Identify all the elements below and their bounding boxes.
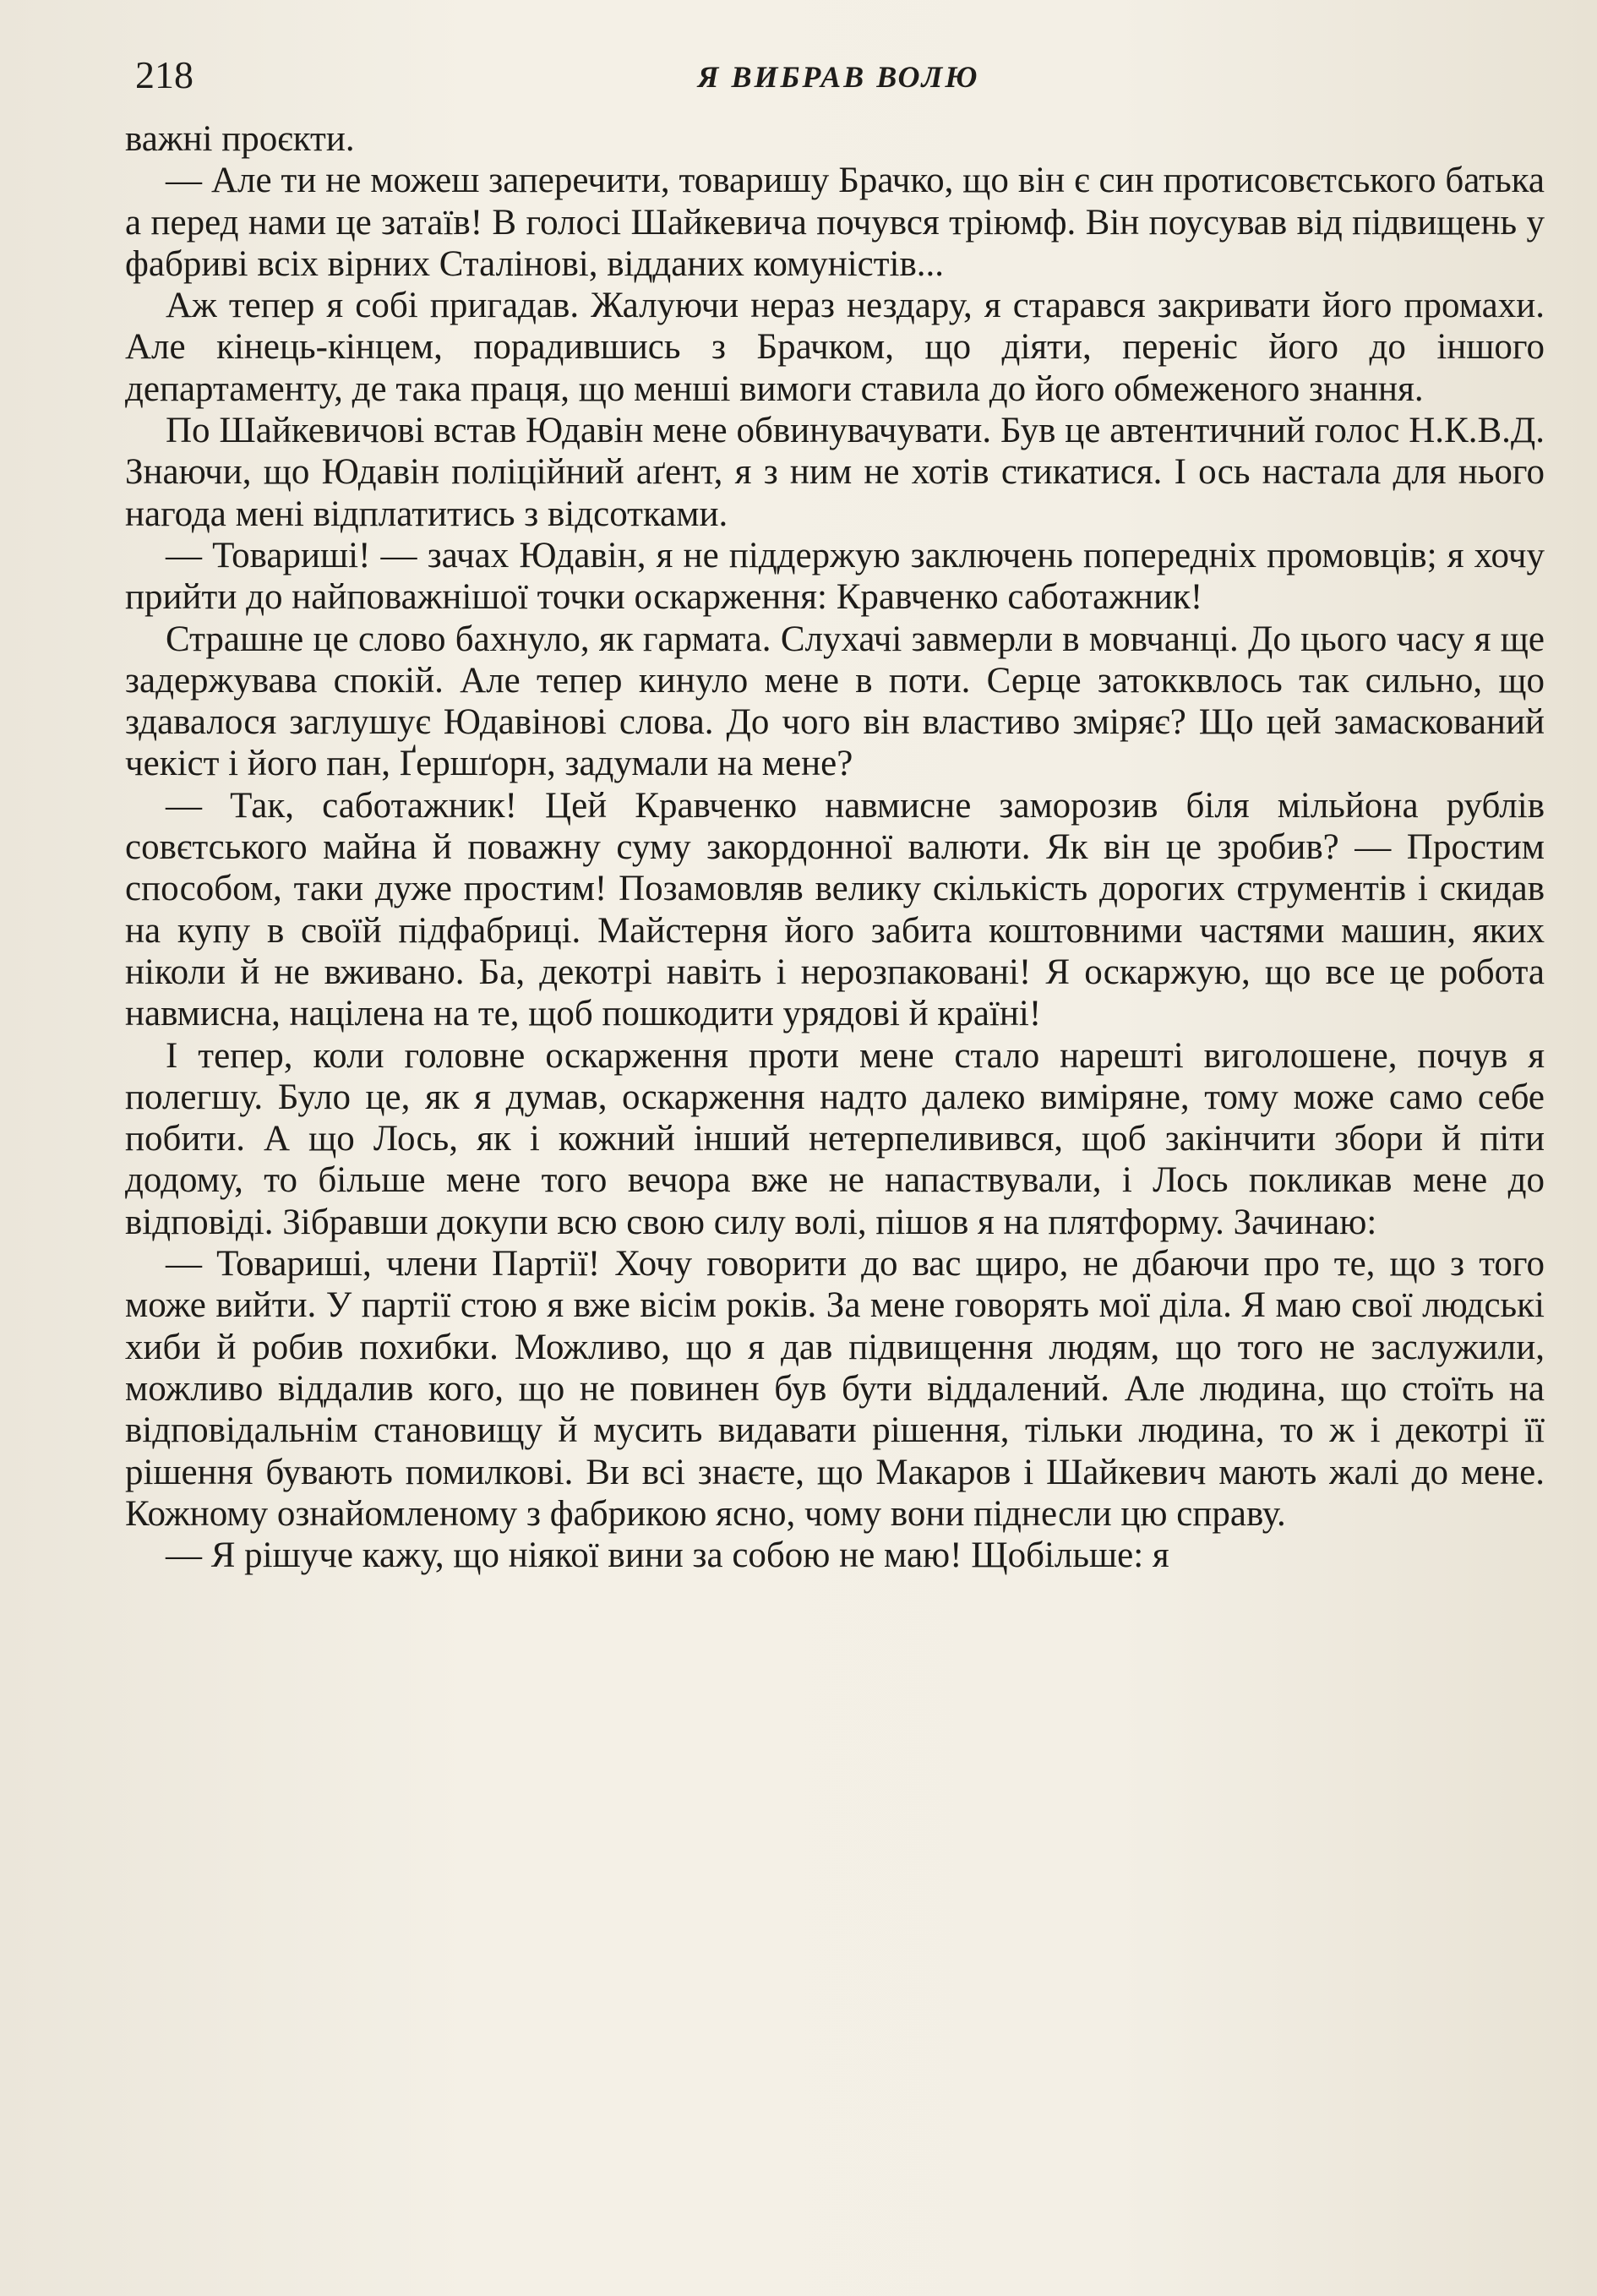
page-header bbox=[135, 52, 1542, 112]
body-text bbox=[125, 118, 1545, 1576]
paragraph: — Але ти не можеш заперечити, товаришу Брачко, що він є син протисовєтського батька а перед нами це затаїв! В голосі Шайкевича почувся тріюмф. Він поусував від підвищень у фабриві всіх вірних Сталінові, відданих комуністів... bbox=[125, 161, 1545, 284]
paragraph: Аж тепер я собі пригадав. Жалуючи нераз нездару, я старався закривати його промахи. Але кінець-кінцем, порадившись з Брачком, що діяти, переніс його до іншого департаменту, де така праця, що менші вимоги ставила до його обмеженого знання. bbox=[125, 286, 1545, 409]
paragraph: І тепер, коли головне оскарження проти мене стало нарешті виголошене, почув я полегшу. Було це, як я думав, оскарження надто далеко виміряне, тому може само себе побити. А що Лось, як і кожний інший нетерпеливився, щоб закінчити збори й піти додому, то більше мене того вечора вже не напаствували, і Лось покликав мене до відповіді. Зібравши докупи всю свою силу волі, пішов я на плятформу. Зачинаю: bbox=[125, 1035, 1545, 1242]
paragraph: важні проєкти. bbox=[125, 119, 355, 159]
paragraph: Страшне це слово бахнуло, як гармата. Слухачі завмерли в мовчанці. До цього часу я ще задержувава спокій. Але тепер кинуло мене в поти. Серце затокквлось так сильно, що здавалося заглушує Юдавінові слова. До чого він властиво зміряє? Що цей замаскований чекіст і його пан, Ґершґорн, задумали на мене? bbox=[125, 619, 1545, 784]
paragraph: По Шайкевичові встав Юдавін мене обвинувачувати. Був це автентичний голос Н.К.В.Д. Знаючи, що Юдавін поліційний аґент, я з ним не хотів стикатися. І ось настала для нього нагода мені відплатитись з відсотками. bbox=[125, 411, 1545, 534]
paragraph: — Я рішуче кажу, що ніякої вини за собою не маю! Щобільше: я bbox=[166, 1535, 1169, 1576]
paragraph: — Товариші, члени Партії! Хочу говорити до вас щиро, не дбаючи про те, що з того може вийти. У партії стою я вже вісім років. За мене говорять мої діла. Я маю свої людські хиби й робив похибки. Можливо, що я дав підвищення людям, що того не заслужили, можливо віддалив кого, що не повинен був бути віддалений. Але людина, що стоїть на відповідальнім становищу й мусить видавати рішення, тільки людина, то ж і декотрі її рішення бувають помилкові. Ви всі знаєте, що Макаров і Шайкевич мають жалі до мене. Кожному ознайомленому з фабрикою ясно, чому вони піднесли цю справу. bbox=[125, 1244, 1545, 1534]
page-number: 218 bbox=[135, 53, 193, 96]
paragraph: — Товариші! — зачах Юдавін, я не піддержую заключень попередніх промовців; я хочу прийти до найповажнішої точки оскарження: Кравченко саботажник! bbox=[125, 535, 1545, 618]
running-title: Я ВИБРАВ ВОЛЮ bbox=[697, 60, 980, 94]
paragraph: — Так, саботажник! Цей Кравченко навмисне заморозив біля мільйона рублів совєтського майна й поважну суму закордонної валюти. Як він це зробив? — Простим способом, таки дуже простим! Позамовляв велику скількість дорогих струментів і скидав на купу в своїй підфабриці. Майстерня його забита коштовними частями машин, яких ніколи й не вживано. Ба, декотрі навіть і нерозпаковані! Я оскаржую, що все це робота навмисна, націлена на те, щоб пошкодити урядові й країні! bbox=[125, 785, 1545, 1034]
